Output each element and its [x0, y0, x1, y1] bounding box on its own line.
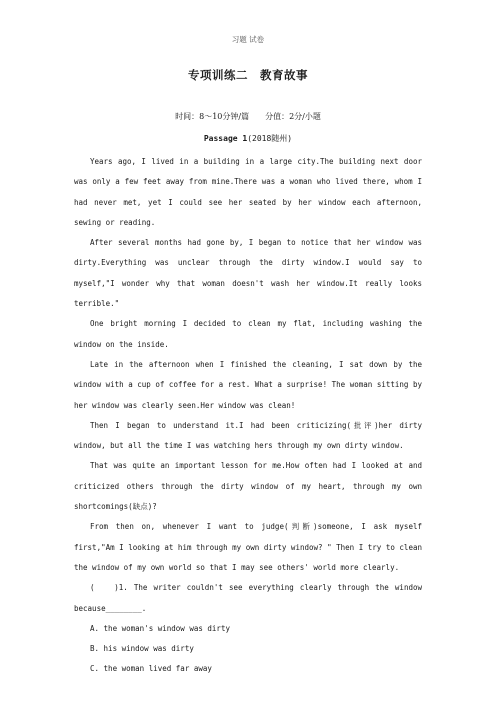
passage-heading [0, 133, 496, 144]
passage-source: (2018随州) [247, 134, 293, 143]
passage-label: Passage 1 [203, 134, 248, 143]
option-b: B. his window was dirty [90, 644, 194, 654]
paragraph: Late in the afternoon when I finished the cleaning, I sat down by the window with a cup of coffee for a rest. What a surprise! The woman sitting by her window was clearly seen.Her window was clean! [74, 359, 422, 410]
passage-body [74, 152, 422, 680]
time-score-info: 时间：8～10分钟/篇 分值：2分/小题 [175, 112, 321, 121]
page-title: 专项训练二 教育故事 [188, 68, 308, 82]
paragraph: That was quite an important lesson for me.How often had I looked at and criticized others through the dirty window of my heart, through my own shortcomings(缺点)? [74, 461, 422, 512]
paragraph: One bright morning I decided to clean my flat, including washing the window on the inside. [74, 319, 422, 349]
paragraph: Then I began to understand it.I had been criticizing(批评)her dirty window, but all the time I was watching hers through my own dirty window. [74, 420, 422, 451]
page-header: 习题 试卷 [231, 35, 265, 44]
option-c: C. the woman lived far away [90, 664, 212, 674]
paragraph: From then on, whenever I want to judge(判断)someone, I ask myself first,"Am I looking at him through my own dirty window? " Then I try to clean the window of my own world so that I may see others' world more clearly. [74, 522, 422, 572]
paragraph: Years ago, I lived in a building in a large city.The building next door was only a few feet away from mine.There was a woman who lived there, whom I had never met, yet I could see her seated by her window each afternoon, sewing or reading. [74, 157, 422, 227]
option-a: A. the woman's window was dirty [90, 623, 230, 633]
paragraph: After several months had gone by, I began to notice that her window was dirty.Everything was unclear through the dirty window.I would say to myself,"I wonder why that woman doesn't wash her window.It really looks terrible." [74, 238, 422, 309]
question-1: ( )1. The writer couldn't see everything clearly through the window because________. [74, 583, 422, 613]
